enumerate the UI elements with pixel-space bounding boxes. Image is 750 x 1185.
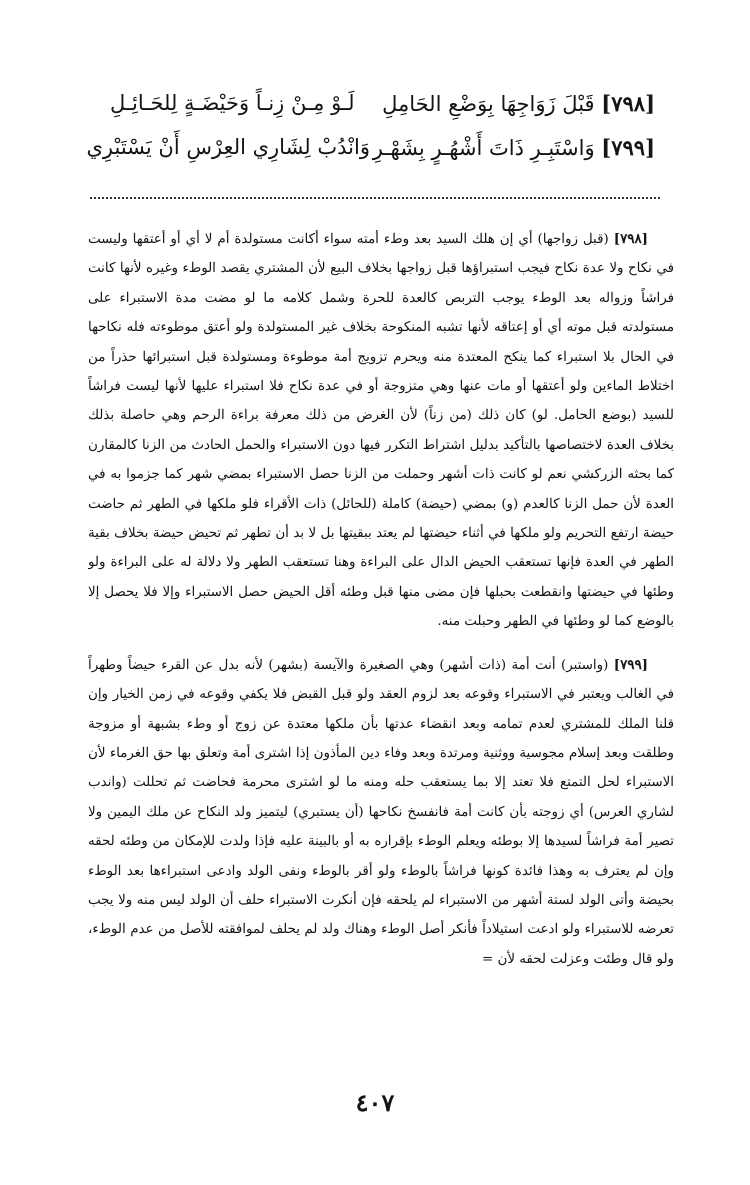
paragraph-text: (قبل زواجها) أي إن هلك السيد بعد وطء أمته سواء أكانت مستولدة أم لا أي أو أعتقها وليست في نكاح ولا عدة نكاح فيجب استبراؤها قبل زواجها بخلاف البيع لأن المشتري يقصد الوطء وغيره لأنها كانت فراشاً وزواله بعد الوطء يوجب التربص كالعدة للحرة وشمل كلامه ما لو مضت مدة الاستبراء على مستولدته قبل موته أي أو إعتاقه لأنها تشبه المنكوحة بخلاف غير المستولدة ولو أعتق موطوءته فله نكاحها في الحال بلا استبراء كما ينكح المعتدة منه ويحرم تزويج أمة موطوءة ومستولدة قبل استبرائها حذراً من اختلاط الماءين ولو أعتقها أو مات عنها وهي متزوجة أو في عدة نكاح فلا استبراء عليها لأنها ليست فراشاً للسيد (بوضع الحامل. لو) كان ذلك (من زناً) لأن الغرض من ذلك معرفة براءة الرحم وهي حاصلة بذلك بخلاف العدة لاختصاصها بالتأكيد بدليل اشتراط التكرر فيها دون الاستبراء والحمل الحادث من الزنا كالمقارن كما بحثه الزركشي نعم لو كانت ذات أشهر وحملت من الزنا حصل الاستبراء بمضي شهر كما جزموا به في العدة لأن حمل الزنا كالعدم (و) بمضي (حيضة) كاملة (للحائل) ذات الأقراء فلو ملكها في الطهر ثم حاضت حيضة ارتفع التحريم ولو ملكها في أثناء حيضتها لم يعتد ببقيتها بل لا بد أن تطهر ثم تحيض حيضة بخلاف بقية الطهر في العدة فإنها تستعقب الحيض الدال على البراءة وهنا تستعقب الطهر ولا دلالة له على البراءة ولو وطئها في حيضتها وانقطعت بحبلها فإن مضى منها قبل وطئه أقل الحيض حصل الاستبراء وإلا فلا يحصل إلا بالوضع كما لو وطئها في الطهر وحبلت منه. — [88, 232, 674, 630]
verse-line-799 — [86, 126, 655, 170]
paragraph-number: [٧٩٨] — [613, 231, 648, 247]
dotted-divider — [90, 197, 660, 199]
page-number: ٤٠٧ — [355, 1088, 395, 1117]
verse-number: [٧٩٩] — [601, 134, 655, 160]
verse-first-hemistich — [382, 84, 655, 125]
paragraph-number: [٧٩٩] — [613, 656, 648, 673]
paragraph-text: (واستبر) أنت أمة (ذات أشهر) وهي الصغيرة والآيسة (بشهر) لأنه بدل عن القرء حيضاً وطهراً في الغالب ويعتبر في الاستبراء وقوعه بعد لزوم العقد ولو قبل القبض فلا يكفي وقوعه في زمن الخيار وإن قلنا الملك للمشتري لعدم تمامه وبعد انقضاء عدتها بأن ملكها معتدة عن زوج أو وطء بشبهة أو مزوجة وطلقت وبعد إسلام مجوسية ووثنية ومرتدة وبعد وفاء دين المأذون إذا اشترى أمة وتعلق بها حق الغرماء لأن الاستبراء لحل التمتع فلا تعتد إلا بما يستعقب حله ومنه ما لو اشترى محرمة فحاضت ثم تحللت (واندب لشاري العرس) أي زوجته بأن كانت أمة فانفسخ نكاحها (أن يستبري) ليتميز ولد النكاح عن ملك اليمين ولا تصير أمة فراشاً لسيدها إلا بوطئه ويعلم الوطء بإقراره به أو بالبينة عليه فإذا ولدت للإمكان من وطئه لحقه وإن لم يعترف به وهذا فائدة كونها فراشاً بالوطء ولو أقر بالوطء ونفى الولد وادعى استبراءها بعد الوطء بحيضة وأتى الولد لستة أشهر من الاستبراء لم يلحقه فإن أنكرت الاستبراء حلف أن الولد ليس منه ولا يجب تعرضه للاستبراء ولو ادعت استيلاداً فأنكر أصل الوطء وهناك ولد لم يحلف لموافقته للأصل من عدم الوطء، ولو قال وطئت وعزلت لحقه لأن = — [88, 657, 674, 967]
verse-line-798 — [110, 82, 655, 126]
verse-number: [٧٩٨] — [601, 90, 655, 116]
commentary-paragraph-799 — [88, 651, 674, 974]
verse-first-text: وَاسْتَبِـرِ ذَاتَ أَشْهُـرٍ بِشَهْـرِ — [372, 135, 595, 160]
verse-first-text: قَبْلَ زَوَاجِهَا بِوَضْعِ الحَامِلِ — [382, 91, 595, 116]
verse-first-hemistich — [372, 128, 655, 169]
commentary-paragraph-798 — [88, 225, 674, 637]
verse-second-hemistich: لَـوْ مِـنْ زِنـاً وَحَيْضَـةٍ لِلحَـائِـلِ — [110, 91, 355, 116]
commentary-block — [88, 225, 674, 1045]
verse-block — [86, 82, 655, 174]
verse-second-hemistich: وَانْدُبْ لِشَارِي العِرْسِ أَنْ يَسْتَبْرِي — [86, 135, 370, 160]
